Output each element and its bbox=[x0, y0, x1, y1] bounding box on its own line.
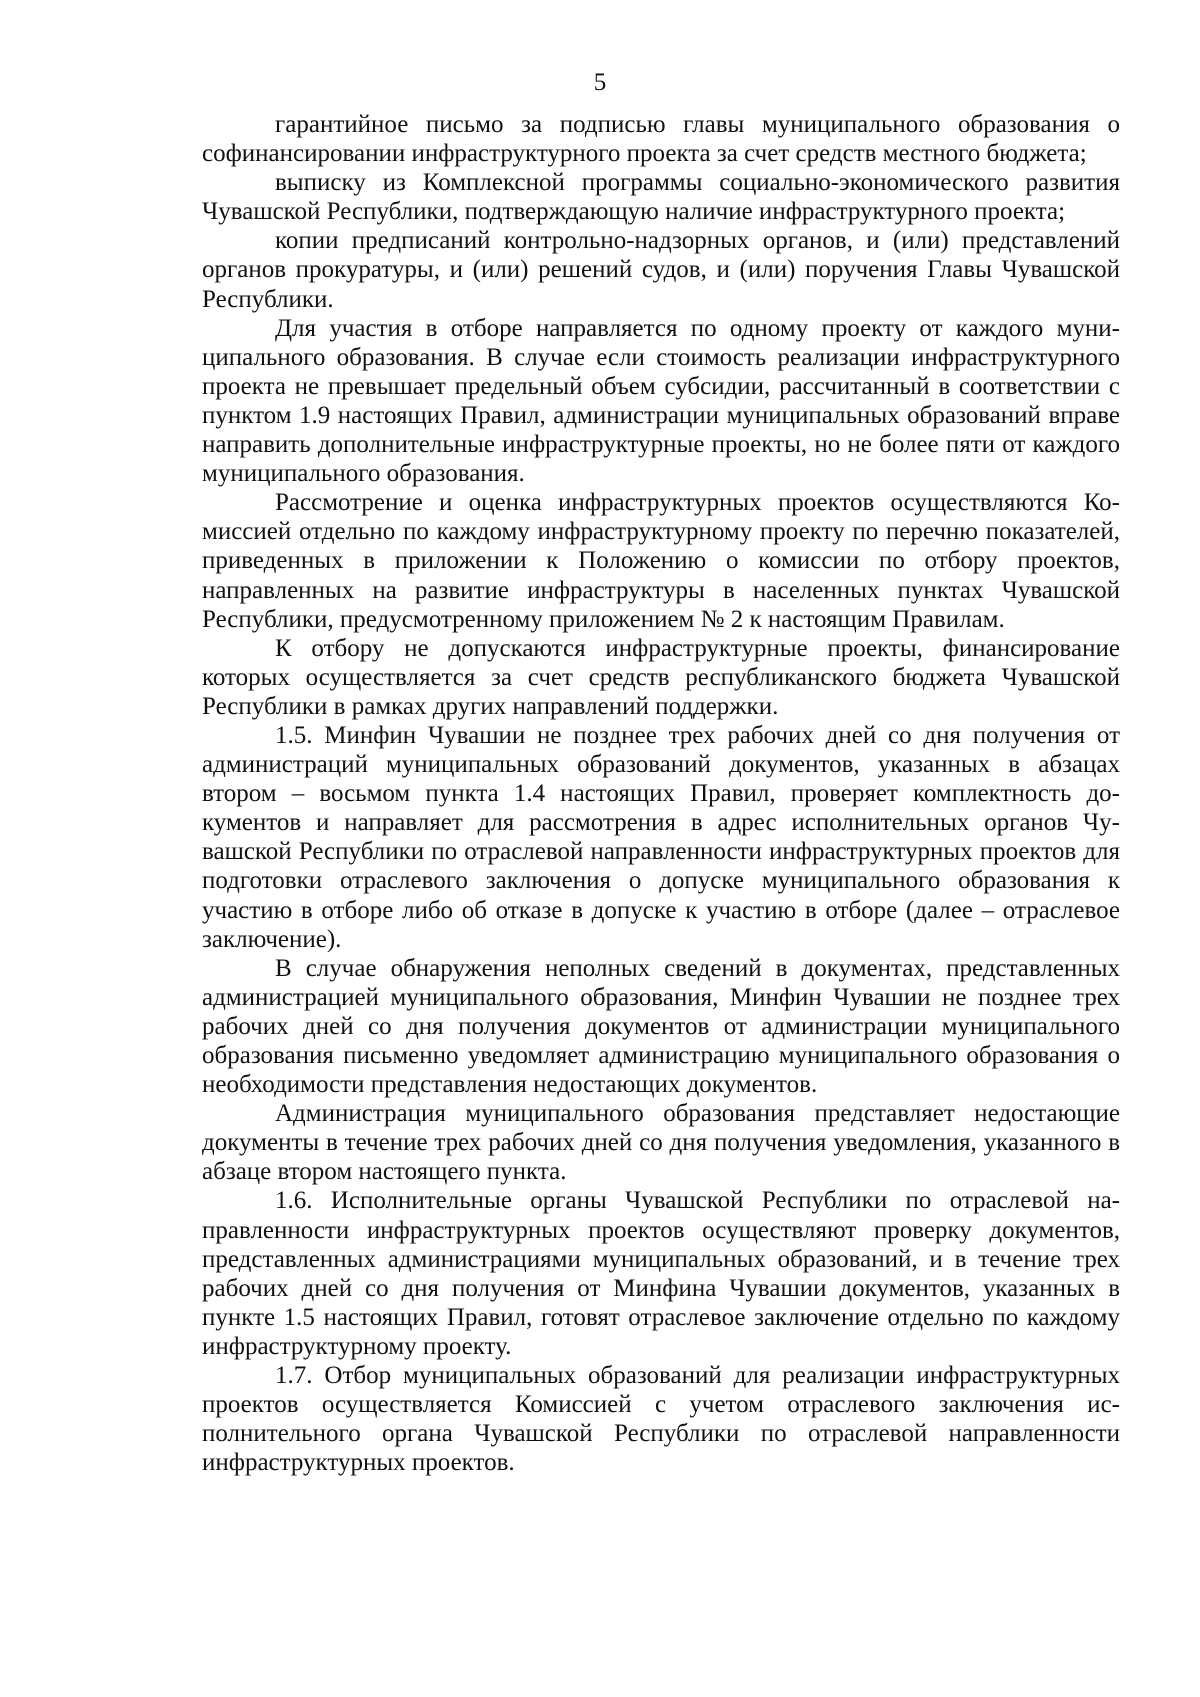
paragraph-exclusion: К отбору не допускаются инфраструктурные проекты, финансирование которых осуществляется за счет средств республиканского бюджета Чувашской Республики в рамках других направлений поддержки. bbox=[202, 634, 1120, 720]
page-number: 5 bbox=[593, 69, 607, 96]
paragraph-evaluation: Рассмотрение и оценка инфраструктурных проектов осуществляются Комиссией отдельно по каждому инфраструктурному проекту по перечню показателей, приведенных в приложении к Положению о комиссии по отбору проектов, направленных на развитие инфраструктуры в населенных пунктах Чувашской Республики, предусмотренному приложением № 2 к настоящим Правилам. bbox=[202, 489, 1120, 633]
paragraph-clause-1-5: 1.5. Минфин Чувашии не позднее трех рабочих дней со дня получения от администраций муниципальных образований документов, указанных в абзацах втором – восьмом пункта 1.4 настоящих Правил, проверяет комплектность документов и направляет для рассмотрения в адрес исполнительных органов Чувашской Республики по отраслевой направленности инфраструктурных проектов для подготовки отраслевого заключения о допуске муниципального образования к участию в отборе либо об отказе в допуске к участию в отборе (далее – отраслевое заключение). bbox=[202, 721, 1120, 953]
paragraph-missing-documents: Администрация муниципального образования представляет недостающие документы в течение трех рабочих дней со дня получения уведомления, указанного в абзаце втором настоящего пункта. bbox=[202, 1100, 1120, 1186]
document-body bbox=[202, 110, 1120, 1477]
paragraph-clause-1-7: 1.7. Отбор муниципальных образований для реализации инфраструктурных проектов осуществляется Комиссией с учетом отраслевого заключения исполнительного органа Чувашской Республики по отраслевой направленности инфраструктурных проектов. bbox=[202, 1362, 1120, 1477]
paragraph-program-extract: выписку из Комплексной программы социально-экономического развития Чувашской Республики, подтверждающую наличие инфраструктурного проекта; bbox=[202, 169, 1120, 226]
paragraph-guarantee-letter: гарантийное письмо за подписью главы муниципального образования о софинансировании инфраструктурного проекта за счет средств местного бюджета; bbox=[202, 111, 1120, 168]
paragraph-clause-1-6: 1.6. Исполнительные органы Чувашской Республики по отраслевой направленности инфраструктурных проектов осуществляют проверку документов, представленных администрациями муниципальных образований, и в течение трех рабочих дней со дня получения от Минфина Чувашии документов, указанных в пункте 1.5 настоящих Правил, готовят отраслевое заключение отдельно по каждому инфраструктурному проекту. bbox=[202, 1187, 1120, 1360]
paragraph-participation: Для участия в отборе направляется по одному проекту от каждого муниципального образования. В случае если стоимость реализации инфраструктурного проекта не превышает предельный объем субсидии, рассчитанный в соответствии с пунктом 1.9 настоящих Правил, администрации муниципальных образований вправе направить дополнительные инфраструктурные проекты, но не более пяти от каждого муниципального образования. bbox=[202, 314, 1120, 488]
paragraph-copies-of-orders: копии предписаний контрольно-надзорных органов, и (или) представлений органов прокуратуры, и (или) решений судов, и (или) поручения Главы Чувашской Республики. bbox=[202, 227, 1120, 313]
paragraph-incomplete-info: В случае обнаружения неполных сведений в документах, представленных администрацией муниципального образования, Минфин Чувашии не позднее трех рабочих дней со дня получения документов от администрации муниципального образования письменно уведомляет администрацию муниципального образования о необходимости представления недостающих документов. bbox=[202, 954, 1120, 1099]
